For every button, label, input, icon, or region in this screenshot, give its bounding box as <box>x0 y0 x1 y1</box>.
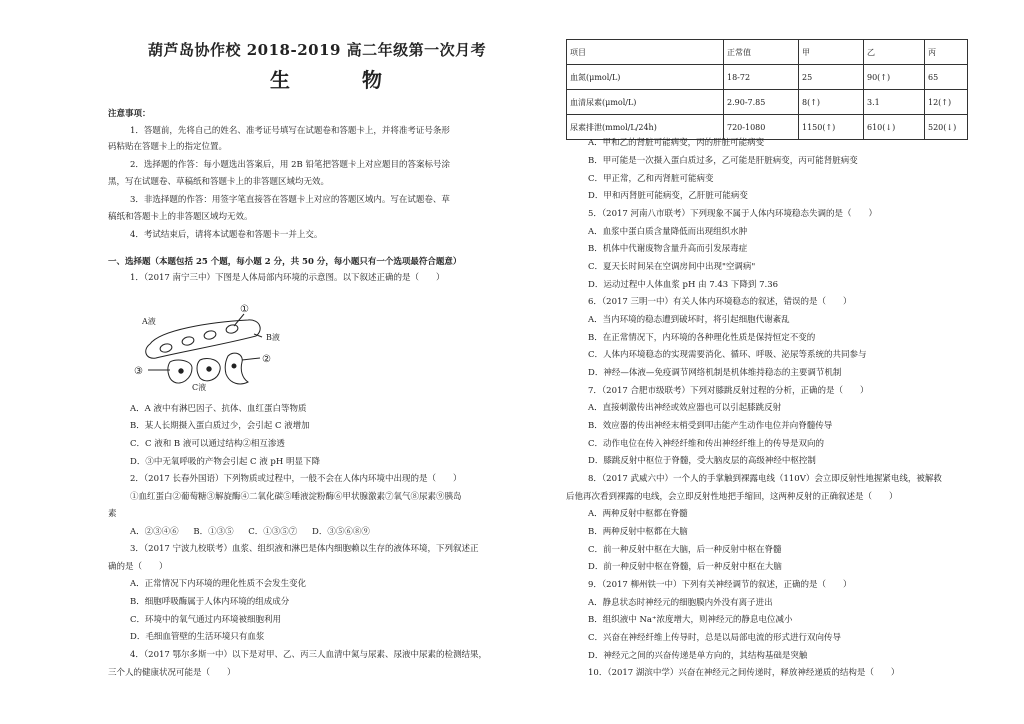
notice-line: 2．选择题的作答：每小题选出答案后，用 2B 铅笔把答题卡上对应题目的答案标号涂 <box>130 160 450 170</box>
table-cell: 65 <box>925 65 968 90</box>
q5-option: A．血浆中蛋白质含量降低而出现组织水肿 <box>588 227 748 237</box>
subject-title: 生 物 <box>270 68 408 92</box>
q1-option: A．A 液中有淋巴因子、抗体、血红蛋白等物质 <box>130 404 307 414</box>
q3-option: B．细胞呼吸酶属于人体内环境的组成成分 <box>130 597 290 607</box>
q7-stem: 7．（2017 合肥市级联考）下列对膝跳反射过程的分析，正确的是（ ） <box>588 386 869 396</box>
exam-title: 葫芦岛协作校 2018-2019 高二年级第一次月考 <box>148 41 487 59</box>
q3-option: C．环境中的氧气通过内环境被细胞利用 <box>130 615 282 625</box>
q8-option: B．两种反射中枢都在大脑 <box>588 527 688 537</box>
q6-option: C．人体内环境稳态的实现需要消化、循环、呼吸、泌尿等系统的共同参与 <box>588 350 867 360</box>
table-row <box>567 115 968 140</box>
q2-items: 素 <box>108 509 117 519</box>
q4-option: B．甲可能是一次摄入蛋白质过多，乙可能是肝脏病变，丙可能肾脏病变 <box>588 156 858 166</box>
q1-stem: 1．（2017 南宁三中）下图是人体局部内环境的示意图。以下叙述正确的是（ ） <box>130 273 445 283</box>
q1-option: D．③中无氧呼吸的产物会引起 C 液 pH 明显下降 <box>130 457 320 467</box>
q4-stem: 三个人的健康状况可能是（ ） <box>108 668 236 678</box>
q5-option: D．运动过程中人体血浆 pH 由 7.43 下降到 7.36 <box>588 280 779 290</box>
q8-option: D．前一种反射中枢在脊髓，后一种反射中枢在大脑 <box>588 562 782 572</box>
q6-stem: 6．（2017 三明一中）有关人体内环境稳态的叙述，错误的是（ ） <box>588 297 852 307</box>
notice-line: 稿纸和答题卡上的非答题区域均无效。 <box>108 212 253 222</box>
q2-option: A．②③④⑥ <box>130 527 179 537</box>
section-heading: 一、选择题（本题包括 25 个题，每小题 2 分，共 50 分，每小题只有一个选项最符合题意） <box>108 257 462 267</box>
table-header <box>567 40 968 65</box>
notice-line: 3．非选择题的作答：用签字笔直接答在答题卡上对应的答题区域内。写在试题卷、草 <box>130 195 450 205</box>
table-cell: 1150(↑) <box>799 115 864 140</box>
notice-line: 码粘贴在答题卡上的指定位置。 <box>108 142 228 152</box>
q4-option: D．甲和丙肾脏可能病变，乙肝脏可能病变 <box>588 191 748 201</box>
table-cell: 8(↑) <box>799 90 864 115</box>
table-cell: 血清尿素(μmol/L) <box>567 90 724 115</box>
q7-option: C．动作电位在传入神经纤维和传出神经纤维上的传导是双向的 <box>588 439 825 449</box>
q7-option: D．膝跳反射中枢位于脊髓，受大脑皮层的高级神经中枢控制 <box>588 456 816 466</box>
q5-stem: 5．（2017 河南八市联考）下列现象不属于人体内环境稳态失调的是（ ） <box>588 209 877 219</box>
table-cell: 甲 <box>799 40 864 65</box>
table-cell: 520(↓) <box>925 115 968 140</box>
q3-stem: 确的是（ ） <box>108 562 168 572</box>
q2-stem: 2．（2017 长春外国语）下列物质或过程中，一般不会在人体内环境中出现的是（ ） <box>130 474 462 484</box>
q7-option: A．直接刺激传出神经或效应器也可以引起膝跳反射 <box>588 403 782 413</box>
q1-option: B．某人长期摄入蛋白质过少，会引起 C 液增加 <box>130 421 310 431</box>
q6-option: B．在正常情况下，内环境的各种理化性质是保持恒定不变的 <box>588 333 816 343</box>
table-cell: 18-72 <box>724 65 799 90</box>
table-cell: 25 <box>799 65 864 90</box>
table-cell: 3.1 <box>864 90 925 115</box>
table-cell: 2.90-7.85 <box>724 90 799 115</box>
q10-stem: 10．（2017 湖滨中学）兴奋在神经元之间传递时，释放神经递质的结构是（ ） <box>588 668 900 678</box>
q1-option: C．C 液和 B 液可以通过结构②相互渗透 <box>130 439 285 449</box>
q3-stem: 3．（2017 宁波九校联考）血浆、组织液和淋巴是体内细胞赖以生存的液体环境，下列叙述正 <box>130 544 479 554</box>
notice-line: 4．考试结束后，请将本试题卷和答题卡一并上交。 <box>130 230 323 240</box>
left-column <box>108 0 504 724</box>
q7-option: B．效应器的传出神经末梢受到叩击能产生动作电位并向脊髓传导 <box>588 421 833 431</box>
label-2: ② <box>262 354 271 365</box>
q9-option: C．兴奋在神经纤维上传导时，总是以局部电流的形式进行双向传导 <box>588 633 842 643</box>
q8-stem: 后他再次看到裸露的电线，会立即反射性地把手缩回，这两种反射的正确叙述是（ ） <box>566 492 898 502</box>
q9-option: B．组织液中 Na⁺浓度增大，则神经元的静息电位减小 <box>588 615 793 625</box>
q5-option: B．机体中代谢废物含量升高而引发尿毒症 <box>588 244 748 254</box>
q4-table <box>566 39 968 140</box>
label-b: B液 <box>266 333 280 342</box>
right-column <box>566 0 970 724</box>
q6-option: D．神经—体液—免疫调节网络机制是机体维持稳态的主要调节机制 <box>588 368 842 378</box>
q8-option: A．两种反射中枢都在脊髓 <box>588 509 688 519</box>
q4-option: A．甲和乙的肾脏可能病变，丙的肝脏可能病变 <box>588 138 765 148</box>
table-cell: 90(↑) <box>864 65 925 90</box>
table-cell: 乙 <box>864 40 925 65</box>
table-row <box>567 65 968 90</box>
table-cell: 610(↓) <box>864 115 925 140</box>
notice-heading: 注意事项： <box>108 109 151 119</box>
notice-line: 黑，写在试题卷、草稿纸和答题卡上的非答题区域均无效。 <box>108 177 330 187</box>
table-cell: 项目 <box>567 40 724 65</box>
notice-line: 1．答题前，先将自己的姓名、准考证号填写在试题卷和答题卡上，并将准考证号条形 <box>130 126 450 136</box>
table-cell: 正常值 <box>724 40 799 65</box>
table-cell: 丙 <box>925 40 968 65</box>
q4-stem: 4．（2017 鄂尔多斯一中）以下是对甲、乙、丙三人血清中氮与尿素、尿液中尿素的检测结果， <box>130 650 487 660</box>
q2-items: ①血红蛋白②葡萄糖③解旋酶④二氧化碳⑤唾液淀粉酶⑥甲状腺激素⑦氧气⑧尿素⑨胰岛 <box>130 492 462 502</box>
q2-option: D．③⑤⑥⑧⑨ <box>312 527 370 537</box>
q2-options <box>130 526 382 538</box>
tissue-diagram <box>130 300 310 392</box>
q3-option: D．毛细血管壁的生活环境只有血浆 <box>130 632 265 642</box>
label-3: ③ <box>134 366 143 377</box>
table-cell: 血氮(μmol/L) <box>567 65 724 90</box>
q8-stem: 8．（2017 武威六中）一个人的手掌触到裸露电线（110V）会立即反射性地握紧电线，被解救 <box>588 474 942 484</box>
q3-option: A．正常情况下内环境的理化性质不会发生变化 <box>130 579 307 589</box>
table-cell: 720-1080 <box>724 115 799 140</box>
q4-option: C．甲正常，乙和丙肾脏可能病变 <box>588 174 714 184</box>
q2-option: C．①③⑤⑦ <box>248 527 298 537</box>
q9-stem: 9．（2017 柳州铁一中）下列有关神经调节的叙述，正确的是（ ） <box>588 580 852 590</box>
label-c: C液 <box>192 383 207 392</box>
label-a: A液 <box>142 317 156 326</box>
q8-option: C．前一种反射中枢在大脑，后一种反射中枢在脊髓 <box>588 545 782 555</box>
table-row <box>567 90 968 115</box>
q9-option: D．神经元之间的兴奋传递是单方向的，其结构基础是突触 <box>588 651 808 661</box>
q6-option: A．当内环境的稳态遭到破坏时，将引起细胞代谢紊乱 <box>588 315 790 325</box>
table-cell: 12(↑) <box>925 90 968 115</box>
q5-option: C．夏天长时间呆在空调房间中出现"空调病" <box>588 262 756 272</box>
q9-option: A．静息状态时神经元的细胞膜内外没有离子进出 <box>588 598 773 608</box>
label-1: ① <box>240 304 249 315</box>
table-cell: 尿素排泄(mmol/L/24h) <box>567 115 724 140</box>
q2-option: B．①③⑤ <box>193 527 234 537</box>
